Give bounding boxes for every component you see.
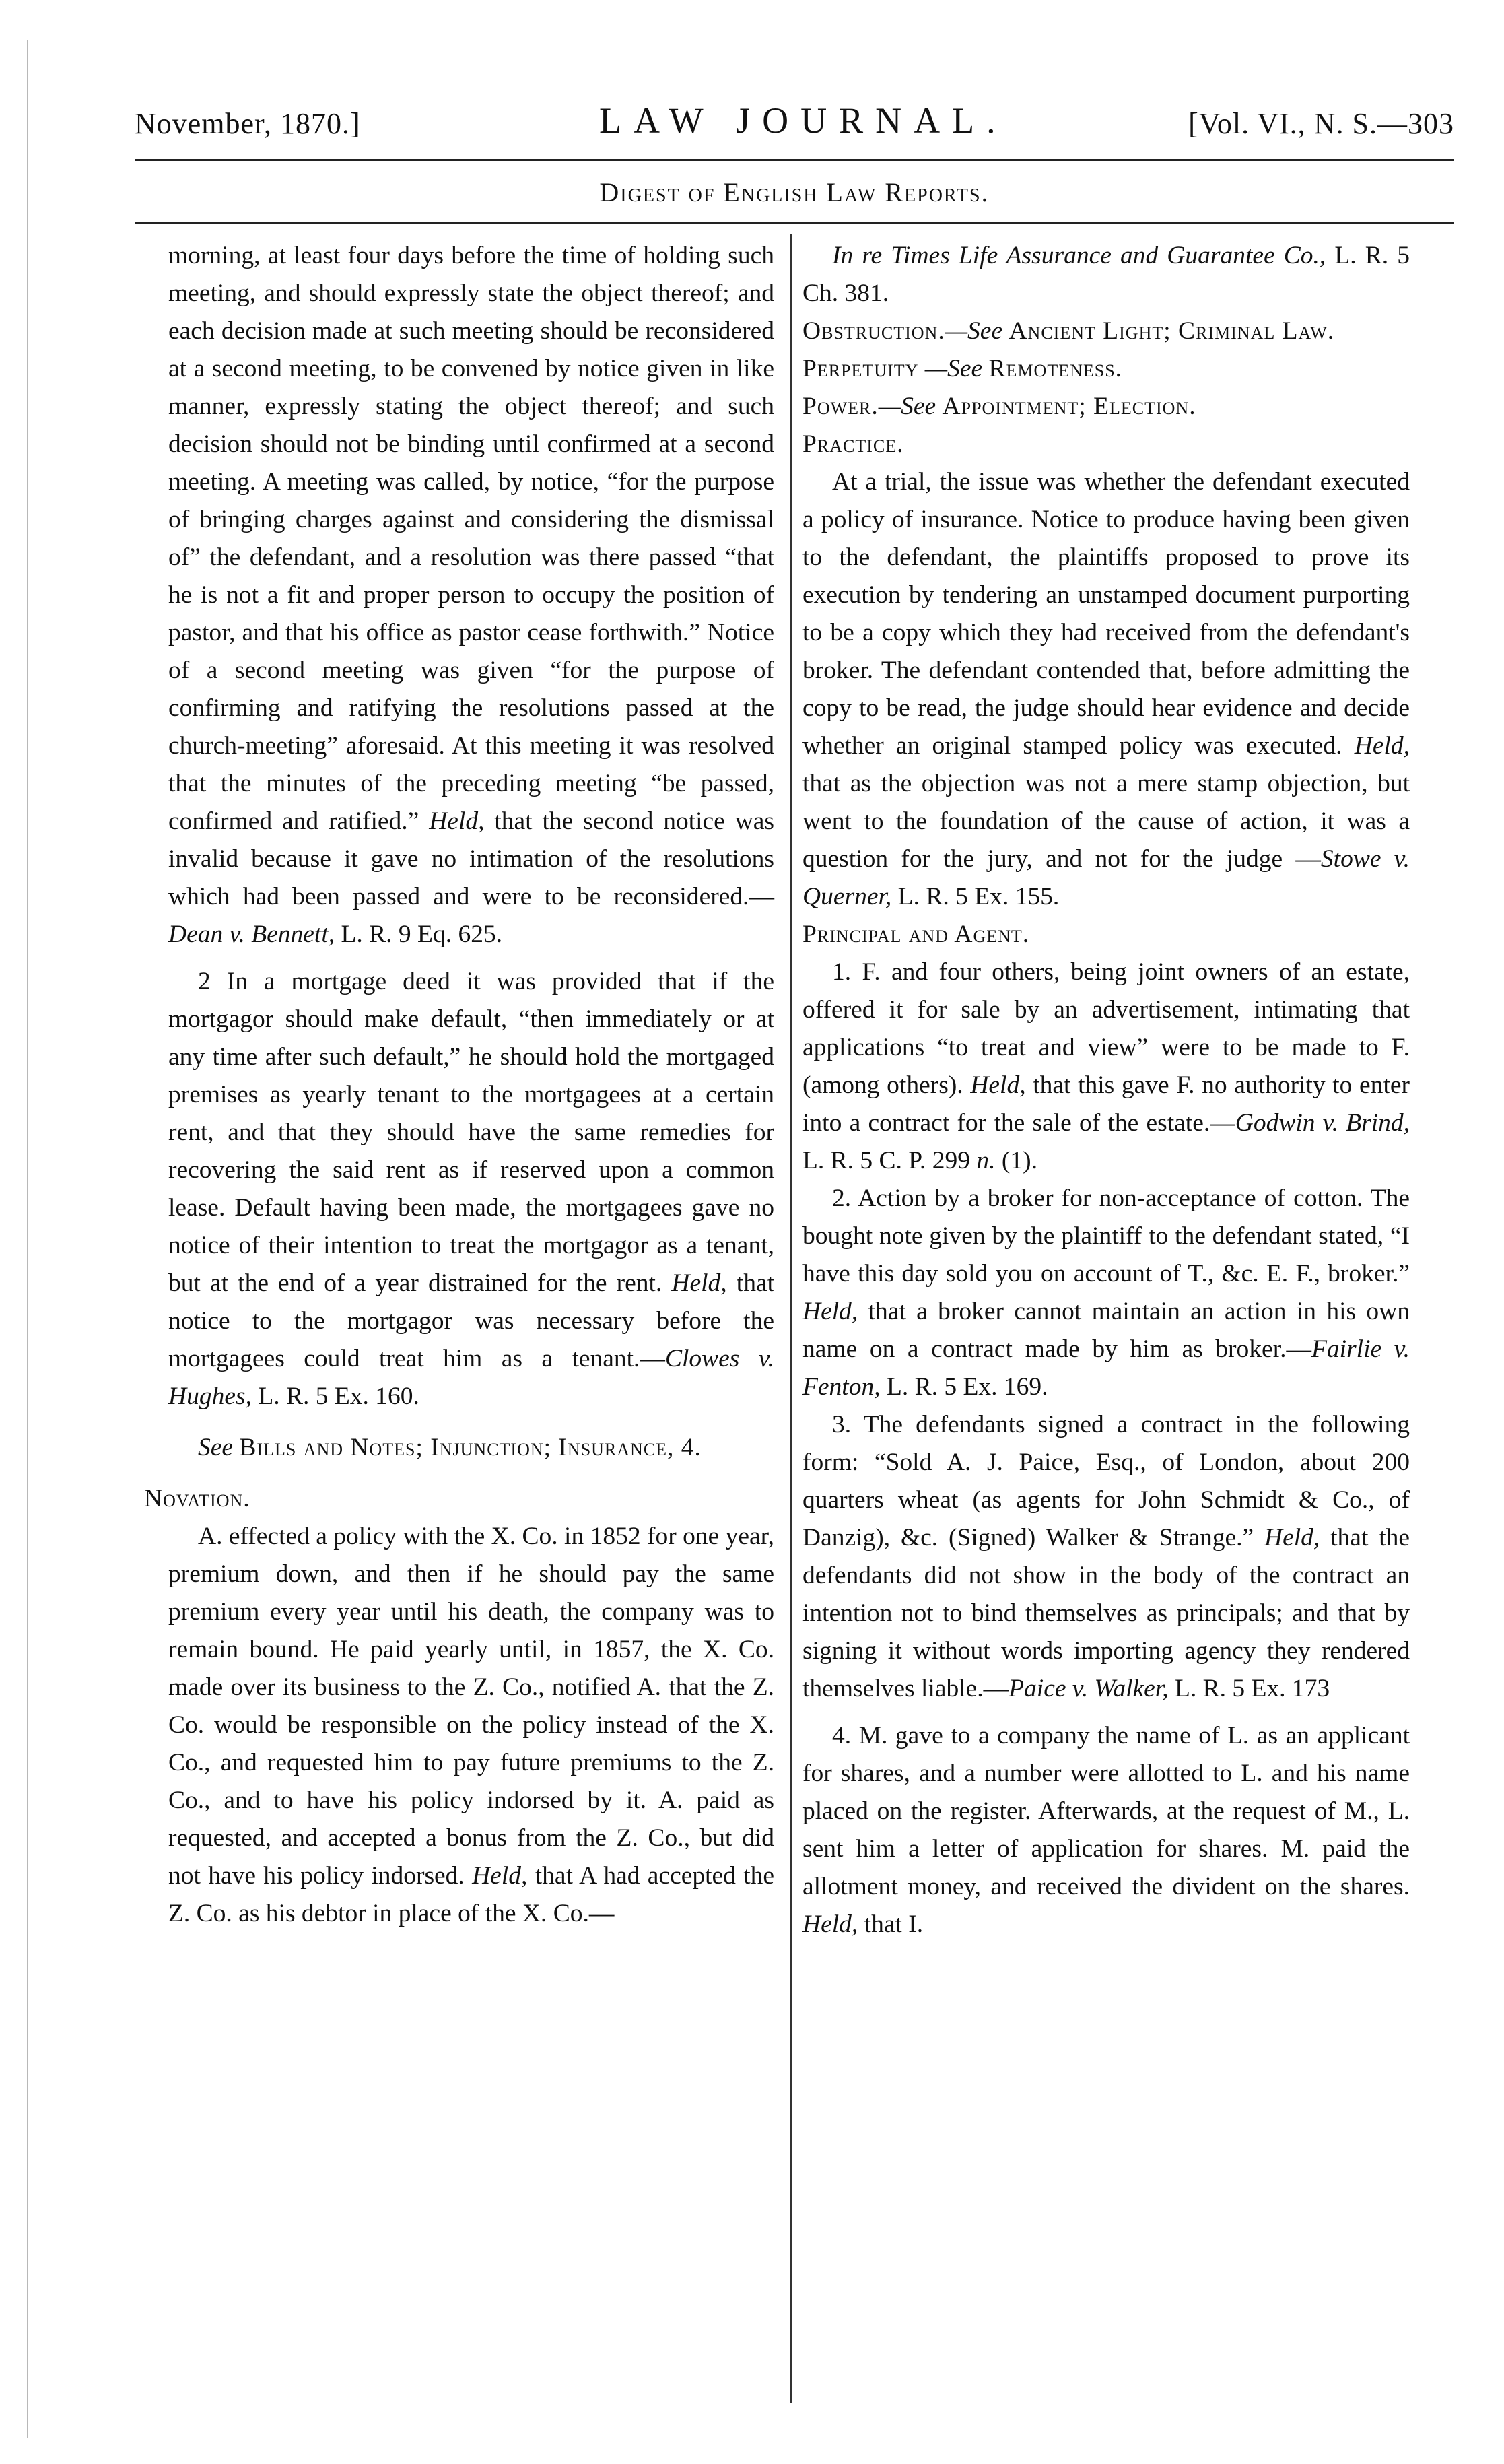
header-rule (135, 159, 1454, 161)
column-divider (790, 234, 792, 2403)
paragraph-notice-meeting: morning, at least four days before the time of holding such meeting, and should expressly state the object thereof; and each decision made at such meeting should be reconsidered at a second meeting, to be convened by notice given in like manner, expressly stating the object thereof; and such decision should not be binding until confirmed at a second meeting. A meeting was called, by notice, “for the purpose of bringing charges against and considering the dismissal of” the defendant, and a resolution was there passed “that he is not a fit and proper person to occupy the position of pastor, and that his office as pastor cease forthwith.” Notice of a second meeting was given “for the purpose of confirming and ratifying the resolutions passed at the church-meeting” aforesaid. At this meeting it was resolved that the minutes of the preceding meeting “be passed, confirmed and ratified.” Held, that the second notice was invalid because it gave no intimation of the resolutions which had been passed and were to be reconsidered.—Dean v. Bennett, L. R. 9 Eq. 625. (168, 242, 775, 948)
heading-practice: Practice. (802, 430, 904, 458)
heading-power: Power.—See Appointment; Election. (802, 393, 1196, 420)
paragraph-novation: A. effected a policy with the X. Co. in 1852 for one year, premium down, and then if he should pay the same premium every year until his death, the company was to remain bound. He paid yearly until, in 1857, the X. Co. made over its business to the Z. Co., notified A. that the Z. Co. would be responsible on the policy instead of the X. Co., and requested him to pay future premiums to the Z. Co., and to have his policy indorsed by it. A. paid as requested, and accepted a bonus from the Z. Co., but did not have his policy indorsed. Held, that A had accepted the Z. Co. as his debtor in place of the X. Co.— (168, 1523, 775, 1927)
header-date: November, 1870.] (135, 107, 361, 140)
heading-perpetuity: Perpetuity —See Remoteness. (802, 355, 1123, 382)
running-header (135, 94, 1454, 148)
heading-novation: Novation. (144, 1485, 250, 1512)
paragraph-principal-2: 2. Action by a broker for non-acceptance of cotton. The bought note given by the plaintiff to the defendant stated, “I have this day sold you on account of T., &c. E. F., broker.” Held, that a broker cannot maintain an action in his own name on a contract made by him as broker.—Fairlie v. Fenton, L. R. 5 Ex. 169. (802, 1185, 1410, 1401)
header-volume-page: [Vol. VI., N. S.—303 (1188, 107, 1454, 140)
paragraph-principal-3: 3. The defendants signed a contract in the following form: “Sold A. J. Paice, Esq., of London, about 200 quarters wheat (as agents for John Schmidt & Co., of Danzig), &c. (Signed) Walker & Strange.” Held, that the defendants did not show in the body of the contract an intention not to bind themselves as principals; and that by signing it without words importing agency they rendered themselves liable.—Paice v. Walker, L. R. 5 Ex. 173 (802, 1411, 1410, 1702)
right-column (802, 237, 1410, 1943)
paragraph-mortgage-deed: 2 In a mortgage deed it was provided that if the mortgagor should make default, “then immediately or at any time after such default,” he should hold the mortgaged premises as yearly tenant to the mortgagees at a certain rent, and that they should have the same remedies for recovering the said rent as if reserved upon a common lease. Default having been made, the mortgagees gave no notice of their intention to treat the mortgagor as a tenant, but at the end of a year distrained for the rent. Held, that notice to the mortgagor was necessary before the mortgagees could treat him as a tenant.—Clowes v. Hughes, L. R. 5 Ex. 160. (168, 968, 775, 1410)
paragraph-principal-4: 4. M. gave to a company the name of L. as an applicant for shares, and a number were allotted to L. and his name placed on the register. Afterwards, at the request of M., L. sent him a letter of application for shares. M. paid the allotment money, and received the divident on the shares. Held, that I. (802, 1722, 1410, 1938)
see-also-reference: See Bills and Notes; Injunction; Insurance, 4. (198, 1434, 702, 1461)
heading-obstruction: Obstruction.—See Ancient Light; Criminal Law. (802, 317, 1335, 345)
section-title: Digest of English Law Reports. (599, 177, 990, 207)
section-rule (135, 222, 1454, 224)
paragraph-principal-1: 1. F. and four others, being joint owners of an estate, offered it for sale by an advertisement, intimating that applications “to treat and view” were to be made to F. (among others). Held, that this gave F. no authority to enter into a contract for the sale of the estate.—Godwin v. Brind, L. R. 5 C. P. 299 n. (1). (802, 958, 1410, 1174)
heading-principal-and-agent: Principal and Agent. (802, 921, 1030, 948)
left-column (144, 237, 775, 1933)
continued-citation: In re Times Life Assurance and Guarantee Co., L. R. 5 Ch. 381. (802, 242, 1410, 307)
paragraph-practice: At a trial, the issue was whether the defendant executed a policy of insurance. Notice to produce having been given to the defendant, the plaintiffs proposed to prove its execution by tendering an unstamped document purporting to be a copy which they had received from the defendant's broker. The defendant contended that, before admitting the copy to be read, the judge should hear evidence and decide whether an original stamped policy was executed. Held, that as the objection was not a mere stamp objection, but went to the foundation of the cause of action, it was a question for the jury, and not for the judge —Stowe v. Querner, L. R. 5 Ex. 155. (802, 468, 1410, 910)
page-edge-line (27, 40, 28, 2438)
header-journal-title: LAW JOURNAL. (599, 100, 1008, 141)
